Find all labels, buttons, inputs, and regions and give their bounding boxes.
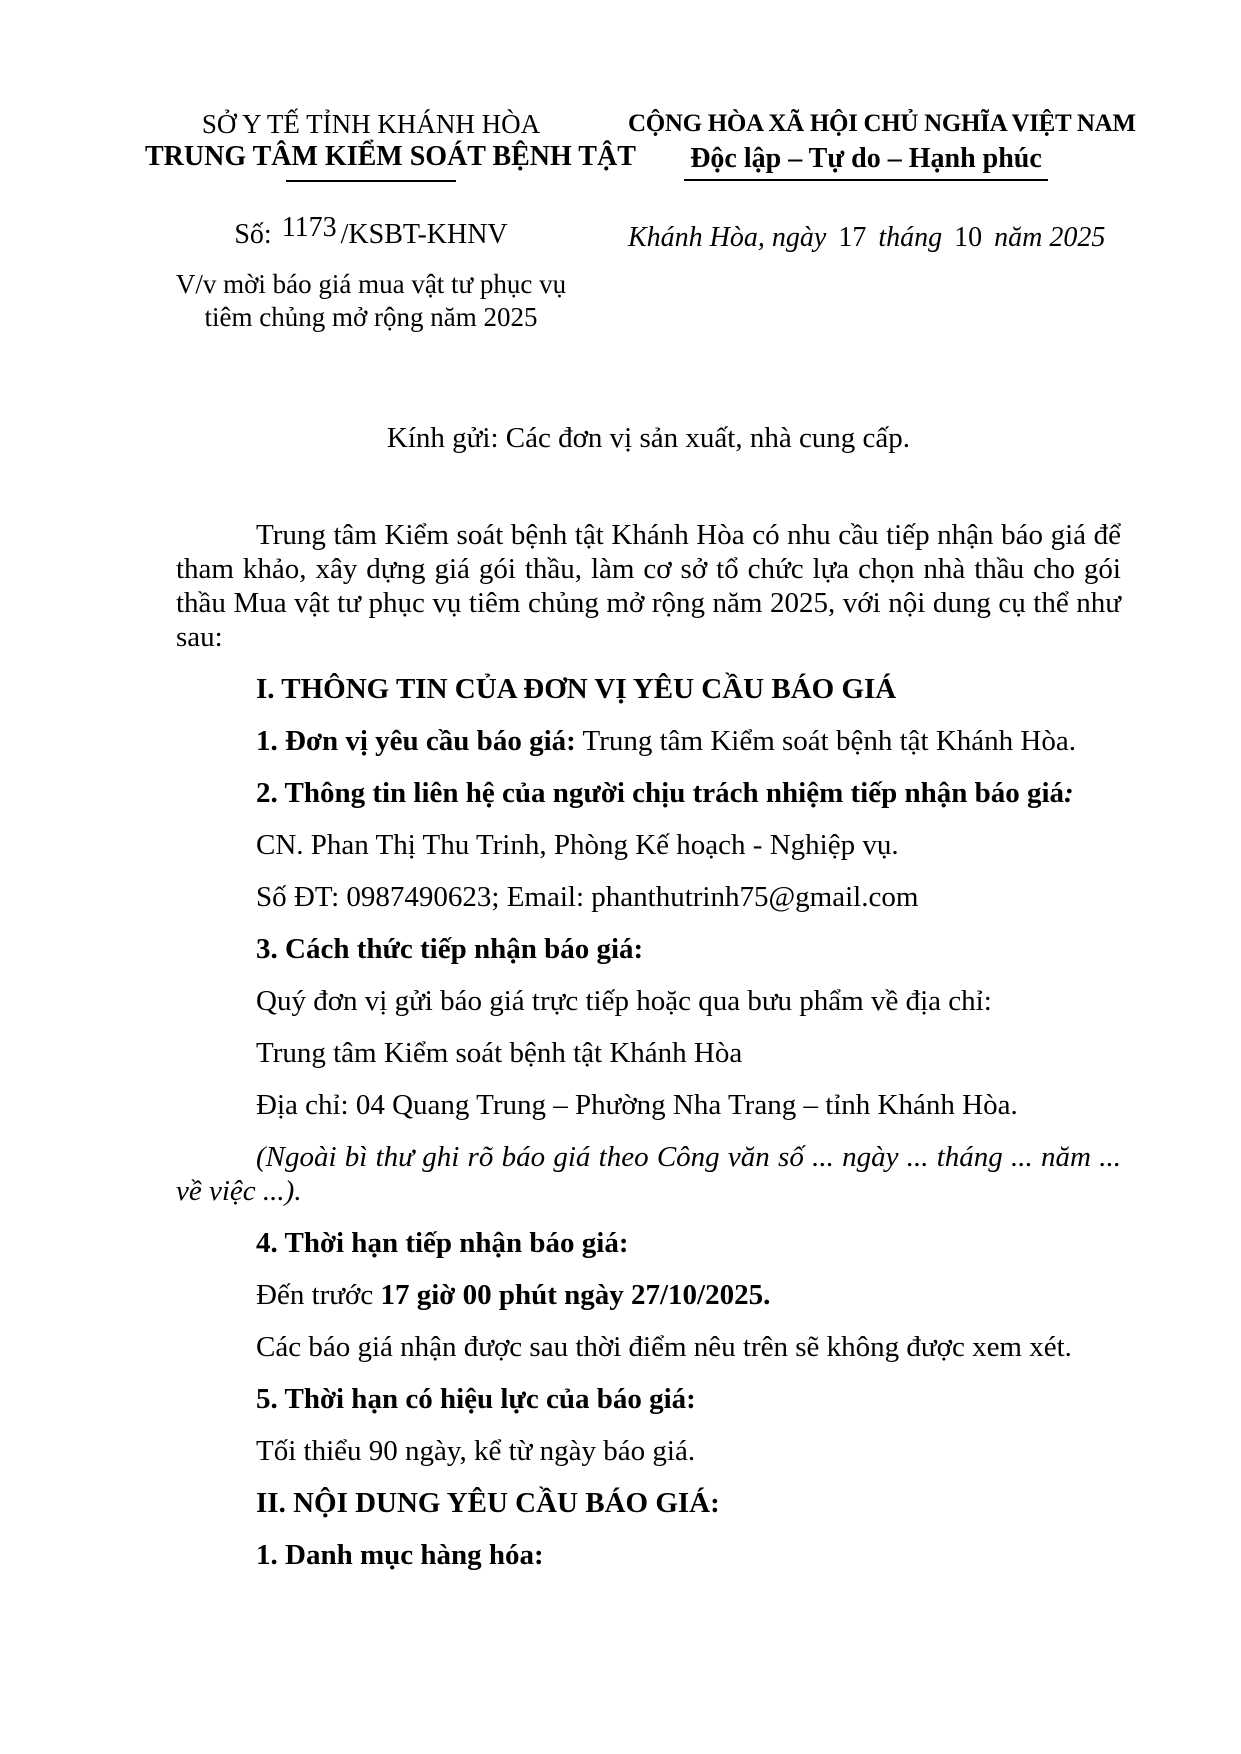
document-subject xyxy=(145,268,597,334)
date-mid: tháng xyxy=(878,222,943,253)
item3-envelope-note: (Ngoài bì thư ghi rõ báo giá theo Công văn số ... ngày ... tháng ... năm ... về việc ...). xyxy=(176,1141,1121,1207)
section1-item1 xyxy=(176,724,1121,758)
national-title: CỘNG HÒA XÃ HỘI CHỦ NGHĨA VIỆT NAM xyxy=(628,110,1136,137)
section1-item4: 4. Thời hạn tiếp nhận báo giá: xyxy=(256,1227,629,1259)
section2-item1: 1. Danh mục hàng hóa: xyxy=(256,1539,544,1571)
item2-colon: : xyxy=(1064,777,1074,809)
document-number-line xyxy=(145,212,597,252)
date-prefix: Khánh Hòa, ngày xyxy=(628,222,827,253)
national-motto xyxy=(628,142,1104,181)
issuer-org-name: TRUNG TÂM KIỂM SOÁT BỆNH TẬT xyxy=(145,141,636,172)
intro-paragraph: Trung tâm Kiểm soát bệnh tật Khánh Hòa có nhu cầu tiếp nhận báo giá để tham khảo, xây dựng giá gói thầu, làm cơ sở tổ chức lựa chọn nhà thầu cho gói thầu Mua vật tư phục vụ tiêm chủng mở rộng năm 2025, với nội dung cụ thể như sau: xyxy=(176,519,1121,653)
item4-deadline-line xyxy=(176,1278,1121,1312)
section1-item3: 3. Cách thức tiếp nhận báo giá: xyxy=(256,933,644,965)
issuer-separator-line xyxy=(286,180,456,182)
section1-item2 xyxy=(176,776,1121,810)
item4-late-note: Các báo giá nhận được sau thời điểm nêu trên sẽ không được xem xét. xyxy=(256,1331,1072,1363)
item1-text: Trung tâm Kiểm soát bệnh tật Khánh Hòa. xyxy=(575,725,1076,757)
item3-address-line: Địa chỉ: 04 Quang Trung – Phường Nha Trang – tỉnh Khánh Hòa. xyxy=(256,1089,1018,1121)
document-body xyxy=(176,421,1121,1572)
item5-validity-line: Tối thiểu 90 ngày, kể từ ngày báo giá. xyxy=(256,1435,696,1467)
date-suffix: năm 2025 xyxy=(994,222,1106,253)
national-header-block xyxy=(628,108,1136,255)
date-day: 17 xyxy=(838,222,867,253)
item4-deadline-value: 17 giờ 00 phút ngày 27/10/2025. xyxy=(380,1279,771,1311)
item2-label: 2. Thông tin liên hệ của người chịu trách nhiệm tiếp nhận báo giá xyxy=(256,777,1065,809)
item4-deadline-prefix: Đến trước xyxy=(256,1279,381,1311)
document-subject-line2: tiêm chủng mở rộng năm 2025 xyxy=(204,302,538,332)
contact-person-line: CN. Phan Thị Thu Trinh, Phòng Kế hoạch - Nghiệp vụ. xyxy=(256,829,899,861)
contact-phone-email-line: Số ĐT: 0987490623; Email: phanthutrinh75@gmail.com xyxy=(256,881,919,913)
place-date-line xyxy=(628,221,1104,255)
document-number-value: 1173 xyxy=(281,212,337,243)
national-motto-text: Độc lập – Tự do – Hạnh phúc xyxy=(684,142,1048,181)
item3-instruction-line: Quý đơn vị gửi báo giá trực tiếp hoặc qua bưu phẩm về địa chỉ: xyxy=(256,985,992,1017)
salutation-line: Kính gửi: Các đơn vị sản xuất, nhà cung cấp. xyxy=(386,422,911,454)
issuer-block xyxy=(145,108,636,334)
document-number-suffix: /KSBT-KHNV xyxy=(340,219,508,250)
date-month: 10 xyxy=(954,222,983,253)
section1-heading: I. THÔNG TIN CỦA ĐƠN VỊ YÊU CẦU BÁO GIÁ xyxy=(256,673,897,705)
item3-recipient-line: Trung tâm Kiểm soát bệnh tật Khánh Hòa xyxy=(256,1037,743,1069)
item1-label: 1. Đơn vị yêu cầu báo giá: xyxy=(256,725,576,757)
document-number-label: Số: xyxy=(234,219,272,250)
document-subject-line1: V/v mời báo giá mua vật tư phục vụ xyxy=(175,269,567,299)
section2-heading: II. NỘI DUNG YÊU CẦU BÁO GIÁ: xyxy=(256,1487,720,1519)
section1-item5: 5. Thời hạn có hiệu lực của báo giá: xyxy=(256,1383,696,1415)
issuer-parent-org: SỞ Y TẾ TỈNH KHÁNH HÒA xyxy=(201,109,541,139)
